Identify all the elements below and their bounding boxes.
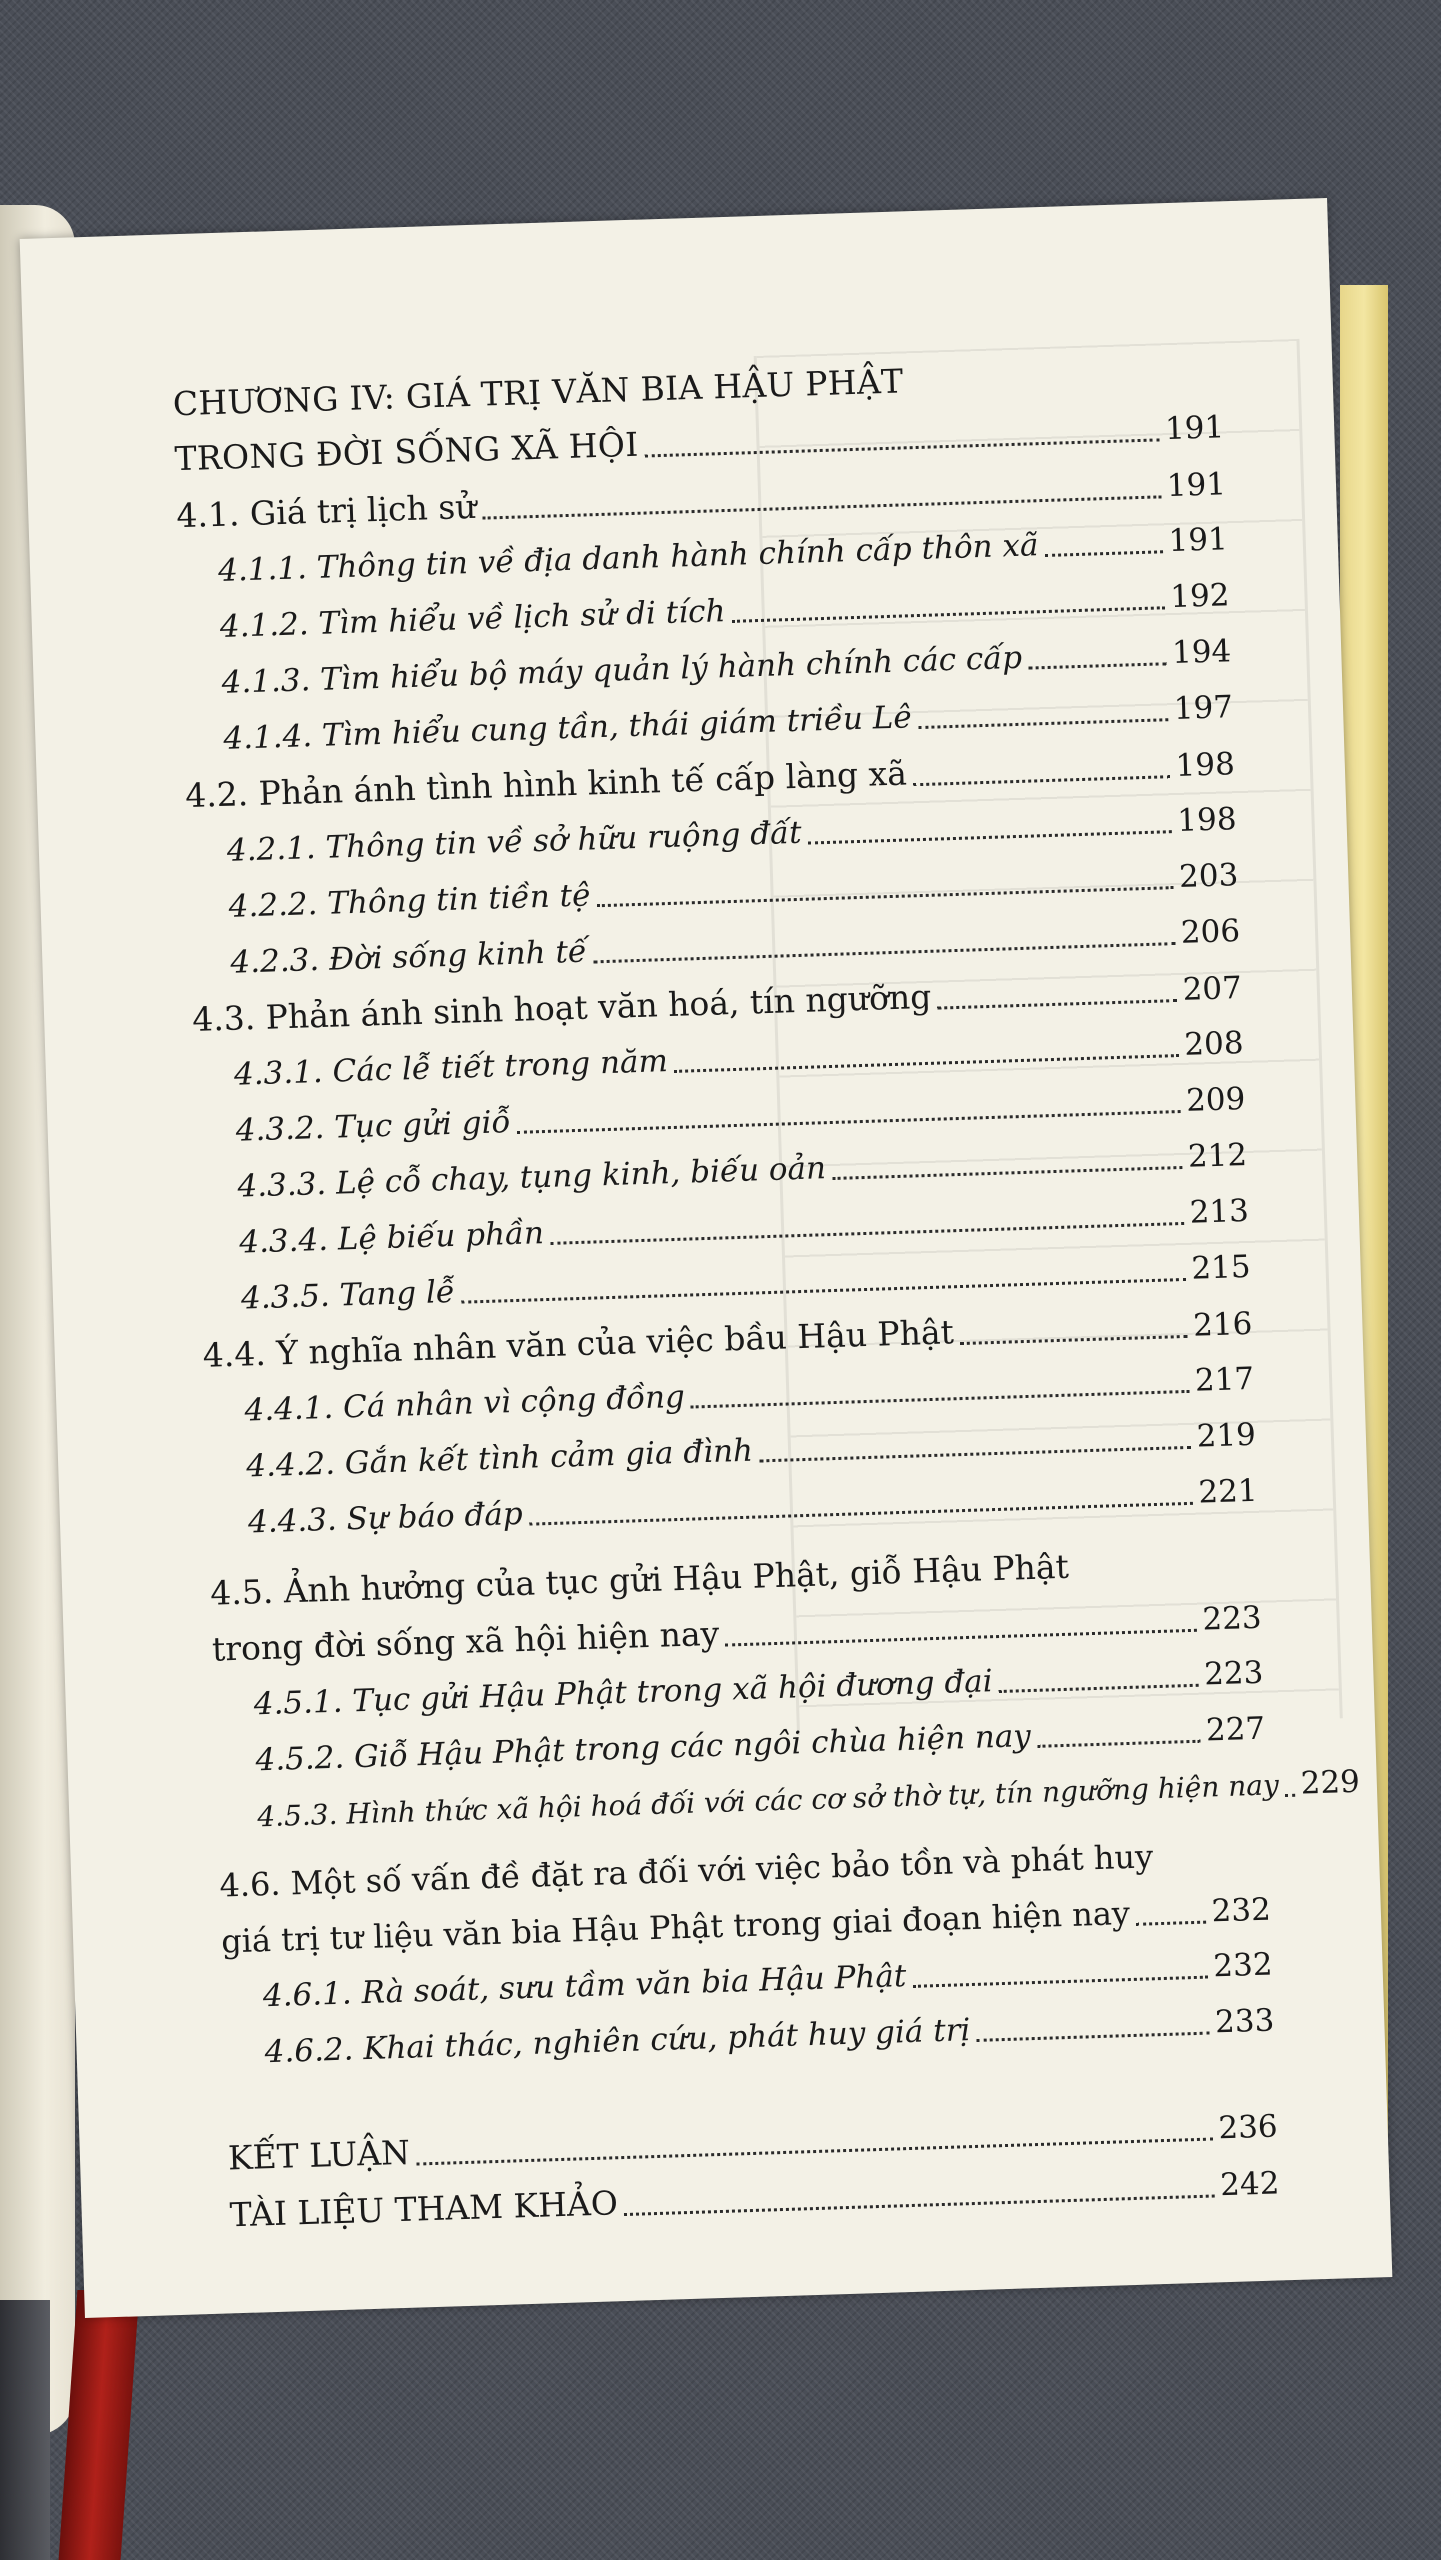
- toc-entry-4-3-2: 4.3.2. Tục gửi giỗ 209: [235, 1080, 1246, 1149]
- toc-entry-4-5-line2: trong đời sống xã hội hiện nay 223: [211, 1599, 1263, 1669]
- toc-entry-4-3-4: 4.3.4. Lệ biếu phần 213: [238, 1192, 1250, 1261]
- chapter-title-line2: TRONG ĐỜI SỐNG XÃ HỘI 191: [174, 409, 1225, 479]
- toc-entry-4-6-1: 4.6.1. Rà soát, sưu tầm văn bia Hậu Phật 232: [262, 1946, 1274, 2015]
- toc-entry-4-6-line1: 4.6. Một số vấn đề đặt ra đối với việc bảo tồn và phát huy: [218, 1837, 1154, 1905]
- toc-entry-4-5-3: 4.5.3. Hình thức xã hội hoá đối với các cơ sở thờ tự, tín ngưỡng hiện nay 229: [256, 1763, 1361, 1834]
- toc-entry-4-2-2: 4.2.2. Thông tin tiền tệ 203: [228, 857, 1239, 925]
- toc-entry-4-4-1: 4.4.1. Cá nhân vì cộng đồng 217: [243, 1360, 1255, 1429]
- toc-entry-conclusion: KẾT LUẬN 236: [227, 2108, 1279, 2178]
- toc-entry-4-3: 4.3. Phản ánh sinh hoạt văn hoá, tín ngưỡng 207: [191, 970, 1243, 1040]
- toc-entry-4-5-line1: 4.5. Ảnh hưởng của tục gửi Hậu Phật, giỗ Hậu Phật: [209, 1546, 1070, 1613]
- toc-entry-4-3-1: 4.3.1. Các lễ tiết trong năm 208: [233, 1025, 1245, 1093]
- toc-entry-4-4-3: 4.4.3. Sự báo đáp 221: [247, 1472, 1259, 1541]
- toc-entry-4-1-3: 4.1.3. Tìm hiểu bộ máy quản lý hành chính các cấp 194: [221, 633, 1232, 701]
- toc-entry-4-5-1: 4.5.1. Tục gửi Hậu Phật trong xã hội đương đại 223: [253, 1654, 1264, 1723]
- toc-entry-4-1-2: 4.1.2. Tìm hiểu về lịch sử di tích 192: [219, 577, 1231, 645]
- toc-entry-4-3-5: 4.3.5. Tang lễ 215: [240, 1248, 1252, 1317]
- toc-entry-4-1-1: 4.1.1. Thông tin về địa danh hành chính cấp thôn xã 191: [217, 521, 1229, 589]
- toc-entry-references: TÀI LIỆU THAM KHẢO 242: [229, 2165, 1280, 2235]
- toc-entry-4-5-2: 4.5.2. Giỗ Hậu Phật trong các ngôi chùa hiện nay 227: [254, 1710, 1266, 1779]
- toc-entry-4-4: 4.4. Ý nghĩa nhân văn của việc bầu Hậu Phật 216: [202, 1305, 1253, 1375]
- toc-entry-4-3-3: 4.3.3. Lệ cỗ chay, tụng kinh, biếu oản 212: [236, 1136, 1248, 1205]
- toc-entry-4-1-4: 4.1.4. Tìm hiểu cung tần, thái giám triều Lê 197: [222, 689, 1234, 757]
- toc-entry-4-6-2: 4.6.2. Khai thác, nghiên cứu, phát huy giá trị 233: [264, 2002, 1275, 2071]
- book-spine: [0, 2300, 50, 2560]
- toc-entry-4-2-1: 4.2.1. Thông tin về sở hữu ruộng đất 198: [226, 801, 1238, 869]
- chapter-title-line1: CHƯƠNG IV: GIÁ TRỊ VĂN BIA HẬU PHẬT: [172, 361, 904, 424]
- toc-entry-4-6-line2: giá trị tư liệu văn bia Hậu Phật trong giai đoạn hiện nay 232: [220, 1891, 1272, 1961]
- toc-entry-4-2-3: 4.2.3. Đời sống kinh tế 206: [229, 913, 1241, 981]
- book-page: [20, 198, 1393, 2318]
- toc-entry-4-2: 4.2. Phản ánh tình hình kinh tế cấp làng xã 198: [184, 746, 1236, 816]
- toc-entry-4-1: 4.1. Giá trị lịch sử 191: [175, 466, 1227, 536]
- toc-entry-4-4-2: 4.4.2. Gắn kết tình cảm gia đình 219: [245, 1416, 1257, 1485]
